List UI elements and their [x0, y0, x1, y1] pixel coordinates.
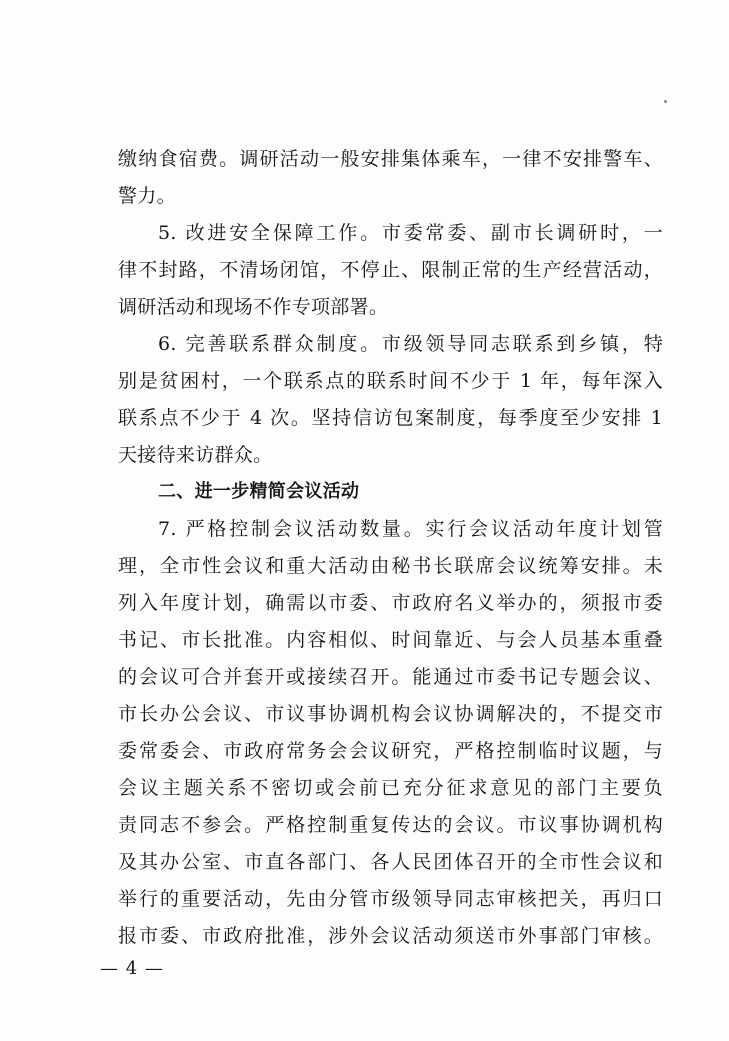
text-line: 的会议可合并套开或接续召开。能通过市委书记专题会议、	[118, 666, 663, 688]
text-line: 责同志不参会。严格控制重复传达的会议。市议事协调机构	[118, 814, 663, 836]
section-heading: 二、进一步精简会议活动	[158, 481, 360, 502]
text-line: 理，全市性会议和重大活动由秘书长联席会议统筹安排。未	[118, 555, 663, 577]
text-line: 市长办公会议、市议事协调机构会议协调解决的，不提交市	[118, 703, 663, 725]
text-line: 举行的重要活动，先由分管市级领导同志审核把关，再归口	[118, 888, 663, 910]
paragraph-7-start: 7. 严格控制会议活动数量。实行会议活动年度计划管	[158, 518, 663, 540]
text-line: 及其办公室、市直各部门、各人民团体召开的全市性会议和	[118, 851, 663, 873]
page-number: — 4 —	[100, 958, 164, 979]
text-line: 别是贫困村，一个联系点的联系时间不少于 1 年，每年深入	[118, 370, 663, 392]
scan-speck	[664, 100, 667, 103]
text-line: 委常委会、市政府常务会会议研究，严格控制临时议题，与	[118, 740, 663, 762]
paragraph-5-start: 5. 改进安全保障工作。市委常委、副市长调研时，一	[158, 222, 663, 244]
text-line: 天接待来访群众。	[118, 444, 273, 466]
paragraph-6-start: 6. 完善联系群众制度。市级领导同志联系到乡镇，特	[158, 333, 663, 355]
text-line: 警力。	[118, 185, 176, 207]
text-line: 书记、市长批准。内容相似、时间靠近、与会人员基本重叠	[118, 629, 663, 651]
text-line: 律不封路，不清场闭馆，不停止、限制正常的生产经营活动，	[118, 259, 663, 281]
text-line: 调研活动和现场不作专项部署。	[118, 296, 389, 318]
text-line: 会议主题关系不密切或会前已充分征求意见的部门主要负	[118, 777, 663, 799]
text-line: 联系点不少于 4 次。坚持信访包案制度，每季度至少安排 1	[118, 407, 663, 429]
text-line: 报市委、市政府批准，涉外会议活动须送市外事部门审核。	[118, 925, 663, 947]
text-line: 缴纳食宿费。调研活动一般安排集体乘车，一律不安排警车、	[118, 148, 663, 170]
text-line: 列入年度计划，确需以市委、市政府名义举办的，须报市委	[118, 592, 663, 614]
